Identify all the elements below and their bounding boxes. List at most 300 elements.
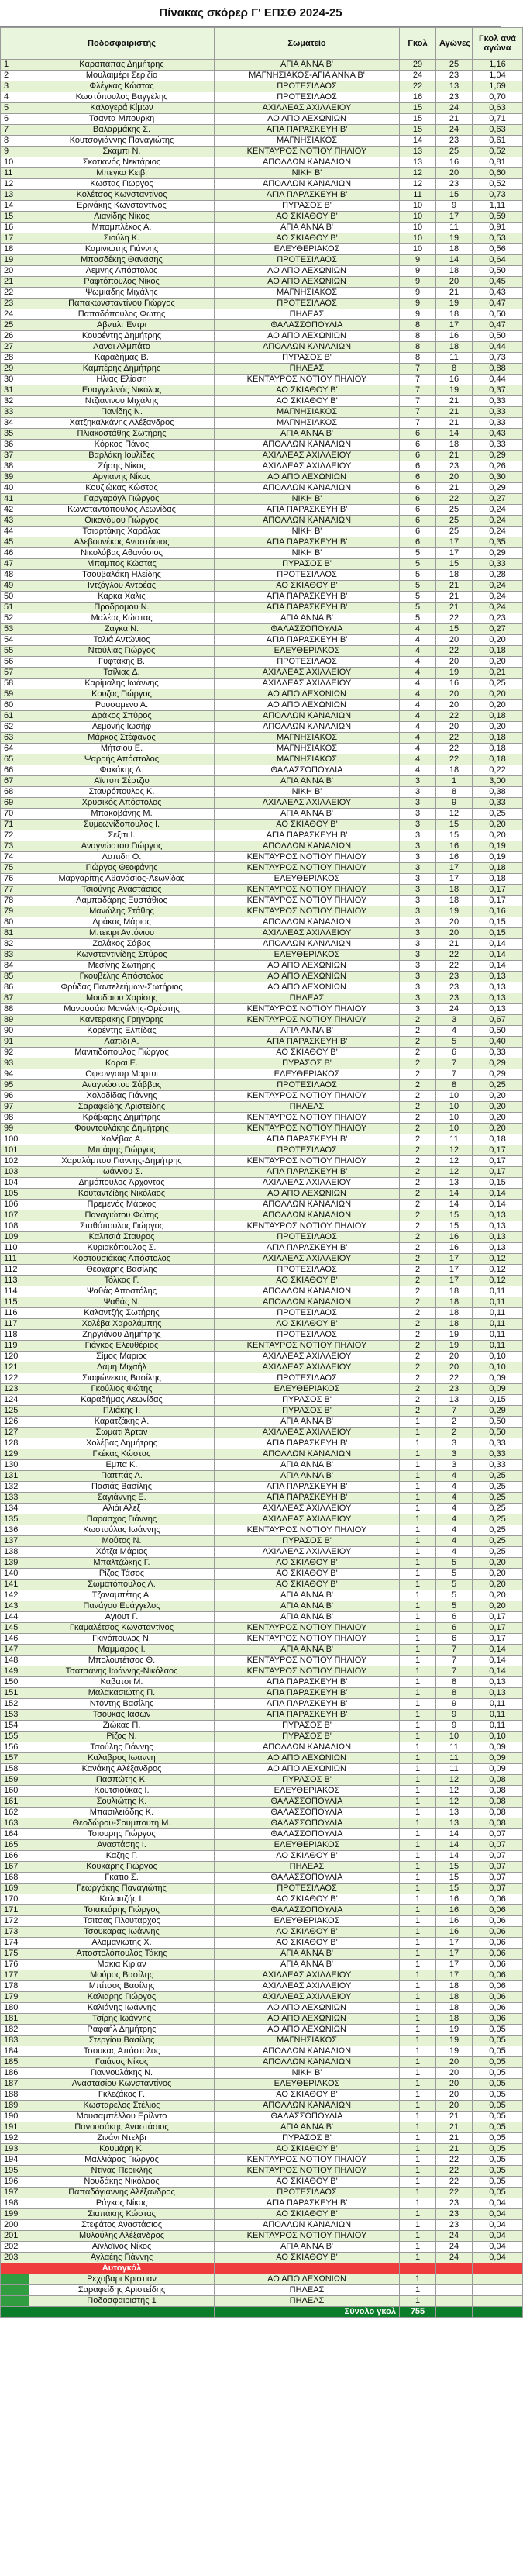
cell-rank: 136 <box>1 1525 29 1536</box>
cell-goals-per-game: 0,13 <box>473 982 523 993</box>
cell-goals-per-game: 0,67 <box>473 1015 523 1026</box>
cell-goals-per-game: 0,24 <box>473 505 523 516</box>
cell-goals: 1 <box>400 1677 436 1688</box>
cell-team: ΑΟ ΣΚΙΑΘΟΥ Β' <box>215 1569 400 1580</box>
cell-team: ΑΠΟΛΛΩΝ ΚΑΝΑΛΙΩΝ <box>215 2220 400 2231</box>
cell-games: 5 <box>436 1037 473 1048</box>
cell-team: ΑΠΟΛΛΩΝ ΚΑΝΑΛΙΩΝ <box>215 1200 400 1210</box>
own-goal-label: Αυτογκόλ <box>29 2263 215 2274</box>
cell-goals: 12 <box>400 168 436 179</box>
cell-goals-per-game: 0,24 <box>473 603 523 613</box>
cell-goals-per-game: 0,04 <box>473 2231 523 2242</box>
cell-goals: 8 <box>400 342 436 353</box>
cell-team: ΑΠΟΛΛΩΝ ΚΑΝΑΛΙΩΝ <box>215 179 400 190</box>
cell-rank: 172 <box>1 1916 29 1927</box>
cell-rank: 67 <box>1 776 29 787</box>
cell-goals-per-game: 0,17 <box>473 1145 523 1156</box>
table-row <box>1 581 523 592</box>
cell-rank: 101 <box>1 1145 29 1156</box>
cell-goals-per-game: 0,05 <box>473 2177 523 2188</box>
cell-rank: 97 <box>1 1102 29 1113</box>
cell-player: Χολέβας Α. <box>29 1134 215 1145</box>
cell-goals: 6 <box>400 483 436 494</box>
cell-team: ΚΕΝΤΑΥΡΟΣ ΝΟΤΙΟΥ ΠΗΛΙΟΥ <box>215 906 400 917</box>
cell-games: 21 <box>436 939 473 950</box>
table-row <box>1 1764 523 1775</box>
cell-rank: 35 <box>1 429 29 440</box>
cell-games: 4 <box>436 1547 473 1558</box>
cell-player: Ντίνας Περικλής <box>29 2166 215 2177</box>
cell-player: Κουρέντης Δημήτρης <box>29 331 215 342</box>
own-goal-cell-team: ΑΟ ΑΠΟ ΛΕΧΩΝΙΩΝ <box>215 2274 400 2285</box>
cell-rank: 185 <box>1 2057 29 2068</box>
cell-goals-per-game: 0,06 <box>473 1949 523 1960</box>
cell-games: 5 <box>436 1569 473 1580</box>
cell-team: ΑΓΙΑ ΠΑΡΑΣΚΕΥΗ Β' <box>215 1438 400 1449</box>
cell-rank: 160 <box>1 1786 29 1797</box>
cell-games: 21 <box>436 418 473 429</box>
cell-goals-per-game: 0,59 <box>473 212 523 223</box>
cell-games: 12 <box>436 809 473 820</box>
cell-player: Μούτος Ν. <box>29 1536 215 1547</box>
cell-goals-per-game: 0,12 <box>473 1276 523 1286</box>
cell-games: 7 <box>436 1058 473 1069</box>
table-row <box>1 679 523 689</box>
table-row <box>1 1048 523 1058</box>
cell-player: Μανουσάκι Μανώλης-Ορέστης <box>29 1004 215 1015</box>
cell-player: Ζήσης Νίκος <box>29 461 215 472</box>
table-row <box>1 1102 523 1113</box>
cell-rank: 38 <box>1 461 29 472</box>
cell-team: ΠΥΡΑΣΟΣ Β' <box>215 1406 400 1417</box>
cell-goals-per-game: 0,19 <box>473 852 523 863</box>
cell-games: 23 <box>436 179 473 190</box>
cell-goals-per-game: 0,17 <box>473 1156 523 1167</box>
cell-goals: 4 <box>400 668 436 679</box>
cell-team: ΑΓΙΑ ΠΑΡΑΣΚΕΥΗ Β' <box>215 505 400 516</box>
cell-player: Μανιτιδόπουλος Γιώργος <box>29 1048 215 1058</box>
cell-goals: 4 <box>400 679 436 689</box>
table-row <box>1 852 523 863</box>
cell-team: ΑΓΙΑ ΑΝΝΑ Β' <box>215 1612 400 1623</box>
cell-goals: 2 <box>400 1254 436 1265</box>
cell-games: 21 <box>436 407 473 418</box>
cell-goals: 6 <box>400 451 436 461</box>
cell-player: Παπακωνσταντίνου Γιώργος <box>29 299 215 309</box>
cell-games: 20 <box>436 1352 473 1362</box>
table-row <box>1 1580 523 1590</box>
cell-rank: 171 <box>1 1905 29 1916</box>
cell-goals-per-game: 0,08 <box>473 1786 523 1797</box>
cell-games: 25 <box>436 527 473 537</box>
cell-rank: 48 <box>1 570 29 581</box>
cell-goals: 1 <box>400 2166 436 2177</box>
table-row <box>1 982 523 993</box>
table-row <box>1 92 523 103</box>
cell-goals-per-game: 0,25 <box>473 1471 523 1482</box>
cell-rank: 188 <box>1 2090 29 2101</box>
cell-games: 13 <box>436 1818 473 1829</box>
cell-player: Μουδαιου Χαρίσης <box>29 993 215 1004</box>
cell-goals: 2 <box>400 1167 436 1178</box>
cell-team: ΘΑΛΑΣΣΟΠΟΥΛΙΑ <box>215 1873 400 1884</box>
cell-team: ΚΕΝΤΑΥΡΟΣ ΝΟΤΙΟΥ ΠΗΛΙΟΥ <box>215 863 400 874</box>
cell-games: 7 <box>436 1069 473 1080</box>
table-row <box>1 2014 523 2025</box>
cell-team: ΑΟ ΑΠΟ ΛΕΧΩΝΙΩΝ <box>215 277 400 288</box>
cell-team: ΚΕΝΤΑΥΡΟΣ ΝΟΤΙΟΥ ΠΗΛΙΟΥ <box>215 1004 400 1015</box>
cell-goals: 1 <box>400 2036 436 2046</box>
cell-goals-per-game: 0,25 <box>473 1482 523 1493</box>
cell-goals-per-game: 0,10 <box>473 1732 523 1742</box>
table-row <box>1 1417 523 1428</box>
table-row <box>1 1373 523 1384</box>
cell-games: 11 <box>436 1742 473 1753</box>
table-row <box>1 1254 523 1265</box>
cell-goals: 5 <box>400 592 436 603</box>
cell-team: ΑΓΙΑ ΑΝΝΑ Β' <box>215 809 400 820</box>
cell-goals: 3 <box>400 798 436 809</box>
cell-goals: 1 <box>400 1970 436 1981</box>
cell-goals-per-game: 0,61 <box>473 136 523 147</box>
cell-goals: 2 <box>400 1373 436 1384</box>
cell-player: Εμπα Κ. <box>29 1460 215 1471</box>
table-row <box>1 1243 523 1254</box>
cell-games: 20 <box>436 2101 473 2112</box>
cell-rank: 106 <box>1 1200 29 1210</box>
cell-goals: 2 <box>400 1080 436 1091</box>
cell-games: 15 <box>436 830 473 841</box>
cell-games: 22 <box>436 754 473 765</box>
cell-rank: 39 <box>1 472 29 483</box>
cell-goals: 2 <box>400 1352 436 1362</box>
cell-team: ΘΑΛΑΣΣΟΠΟΥΛΙΑ <box>215 624 400 635</box>
cell-goals-per-game: 0,43 <box>473 429 523 440</box>
table-row <box>1 993 523 1004</box>
cell-rank: 25 <box>1 320 29 331</box>
cell-goals-per-game: 0,40 <box>473 1037 523 1048</box>
cell-team: ΠΥΡΑΣΟΣ Β' <box>215 201 400 212</box>
cell-rank: 143 <box>1 1601 29 1612</box>
cell-rank: 37 <box>1 451 29 461</box>
cell-goals: 10 <box>400 223 436 233</box>
cell-team: ΚΕΝΤΑΥΡΟΣ ΝΟΤΙΟΥ ΠΗΛΙΟΥ <box>215 1525 400 1536</box>
cell-games: 6 <box>436 1634 473 1645</box>
cell-goals: 2 <box>400 1189 436 1200</box>
cell-rank: 133 <box>1 1493 29 1504</box>
table-row <box>1 2079 523 2090</box>
cell-team: ΜΑΓΝΗΣΙΑΚΟΣ <box>215 418 400 429</box>
cell-goals-per-game: 0,12 <box>473 1265 523 1276</box>
cell-player: Τσίρης Ιωάννης <box>29 2014 215 2025</box>
cell-games: 17 <box>436 863 473 874</box>
table-row <box>1 179 523 190</box>
cell-player: Αγλαέης Γιάννης <box>29 2253 215 2263</box>
cell-goals-per-game: 0,33 <box>473 1449 523 1460</box>
cell-team: ΑΓΙΑ ΑΝΝΑ Β' <box>215 1960 400 1970</box>
cell-goals: 7 <box>400 407 436 418</box>
cell-goals: 1 <box>400 1504 436 1514</box>
cell-team: ΠΡΟΤΕΣΙΛΑΟΣ <box>215 1265 400 1276</box>
cell-player: Μάρκος Στέφανος <box>29 733 215 744</box>
cell-rank: 202 <box>1 2242 29 2253</box>
cell-player: Πανίδης Ν. <box>29 407 215 418</box>
cell-team: ΑΓΙΑ ΠΑΡΑΣΚΕΥΗ Β' <box>215 1688 400 1699</box>
table-row <box>1 505 523 516</box>
table-row <box>1 1905 523 1916</box>
cell-rank: 93 <box>1 1058 29 1069</box>
cell-goals: 1 <box>400 2144 436 2155</box>
cell-goals: 1 <box>400 1927 436 1938</box>
table-row <box>1 1428 523 1438</box>
cell-team: ΠΥΡΑΣΟΣ Β' <box>215 2133 400 2144</box>
cell-team: ΑΧΙΛΛΕΑΣ ΑΧΙΛΛΕΙΟΥ <box>215 1547 400 1558</box>
table-row <box>1 1851 523 1862</box>
cell-rank: 65 <box>1 754 29 765</box>
cell-goals: 1 <box>400 2003 436 2014</box>
table-row <box>1 668 523 679</box>
cell-goals-per-game: 0,09 <box>473 1384 523 1395</box>
cell-rank: 141 <box>1 1580 29 1590</box>
cell-rank: 112 <box>1 1265 29 1276</box>
cell-goals-per-game: 0,06 <box>473 2014 523 2025</box>
cell-player: Κοστουσιάκας Απόστολος <box>29 1254 215 1265</box>
cell-goals: 2 <box>400 1232 436 1243</box>
cell-goals-per-game: 0,05 <box>473 2068 523 2079</box>
cell-team: ΜΑΓΝΗΣΙΑΚΟΣ <box>215 754 400 765</box>
cell-player: Κουζιώκας Κώστας <box>29 483 215 494</box>
cell-games: 8 <box>436 1080 473 1091</box>
cell-goals: 1 <box>400 1742 436 1753</box>
table-row <box>1 885 523 896</box>
cell-rank: 164 <box>1 1829 29 1840</box>
cell-goals: 15 <box>400 125 436 136</box>
cell-goals: 13 <box>400 157 436 168</box>
table-row <box>1 1992 523 2003</box>
cell-player: Κουτσιούκας Ι. <box>29 1786 215 1797</box>
own-goal-cell-team: ΠΗΛΕΑΣ <box>215 2296 400 2307</box>
own-goal-cell-goals-per-game <box>473 2285 523 2296</box>
cell-rank: 62 <box>1 722 29 733</box>
cell-goals-per-game: 0,14 <box>473 1656 523 1666</box>
cell-goals: 4 <box>400 754 436 765</box>
cell-player: Οικονόμου Γιώργος <box>29 516 215 527</box>
cell-goals: 2 <box>400 1178 436 1189</box>
cell-goals: 2 <box>400 1395 436 1406</box>
cell-rank: 49 <box>1 581 29 592</box>
own-goal-cell-player: Ρεχοβαρι Κριστιαν <box>29 2274 215 2285</box>
cell-team: ΑΟ ΣΚΙΑΘΟΥ Β' <box>215 820 400 830</box>
cell-games: 1 <box>436 776 473 787</box>
cell-goals-per-game: 0,09 <box>473 1764 523 1775</box>
cell-rank: 34 <box>1 418 29 429</box>
cell-goals-per-game: 3,00 <box>473 776 523 787</box>
cell-team: ΑΓΙΑ ΑΝΝΑ Β' <box>215 613 400 624</box>
cell-team: ΚΕΝΤΑΥΡΟΣ ΝΟΤΙΟΥ ΠΗΛΙΟΥ <box>215 375 400 385</box>
cell-goals: 2 <box>400 1362 436 1373</box>
table-row <box>1 494 523 505</box>
cell-rank: 108 <box>1 1221 29 1232</box>
cell-rank: 12 <box>1 179 29 190</box>
cell-team: ΑΟ ΑΠΟ ΛΕΧΩΝΙΩΝ <box>215 114 400 125</box>
cell-player: Μαλακασιώτης Π. <box>29 1688 215 1699</box>
cell-games: 20 <box>436 917 473 928</box>
table-row <box>1 1742 523 1753</box>
cell-rank: 115 <box>1 1297 29 1308</box>
cell-goals-per-game: 0,24 <box>473 592 523 603</box>
cell-rank: 51 <box>1 603 29 613</box>
table-row <box>1 1710 523 1721</box>
cell-goals-per-game: 0,50 <box>473 309 523 320</box>
cell-player: Τσαντα Μπουρκη <box>29 114 215 125</box>
cell-goals: 3 <box>400 993 436 1004</box>
cell-games: 14 <box>436 1189 473 1200</box>
cell-rank: 16 <box>1 223 29 233</box>
cell-games: 4 <box>436 1026 473 1037</box>
cell-goals-per-game: 0,17 <box>473 1612 523 1623</box>
cell-goals-per-game: 0,20 <box>473 1569 523 1580</box>
cell-team: ΜΑΓΝΗΣΙΑΚΟΣ-ΑΓΙΑ ΑΝΝΑ Β' <box>215 71 400 81</box>
cell-goals-per-game: 0,05 <box>473 2025 523 2036</box>
cell-goals: 1 <box>400 2177 436 2188</box>
cell-games: 21 <box>436 603 473 613</box>
cell-team: ΑΧΙΛΛΕΑΣ ΑΧΙΛΛΕΙΟΥ <box>215 668 400 679</box>
table-row <box>1 2220 523 2231</box>
cell-games: 9 <box>436 798 473 809</box>
cell-team: ΑΧΙΛΛΕΑΣ ΑΧΙΛΛΕΙΟΥ <box>215 1514 400 1525</box>
cell-rank: 103 <box>1 1167 29 1178</box>
cell-goals-per-game: 0,20 <box>473 657 523 668</box>
cell-goals-per-game: 0,05 <box>473 2122 523 2133</box>
table-row <box>1 939 523 950</box>
table-row <box>1 863 523 874</box>
table-row <box>1 1677 523 1688</box>
cell-goals: 1 <box>400 1992 436 2003</box>
cell-player: Μαλλιάρος Γιώργος <box>29 2155 215 2166</box>
cell-goals: 2 <box>400 1156 436 1167</box>
cell-goals-per-game: 0,18 <box>473 733 523 744</box>
table-row <box>1 483 523 494</box>
table-row <box>1 1927 523 1938</box>
cell-goals-per-game: 0,20 <box>473 1124 523 1134</box>
cell-goals: 2 <box>400 1330 436 1341</box>
cell-goals: 3 <box>400 885 436 896</box>
cell-rank: 144 <box>1 1612 29 1623</box>
cell-goals: 1 <box>400 2209 436 2220</box>
cell-goals: 4 <box>400 657 436 668</box>
cell-goals: 2 <box>400 1102 436 1113</box>
cell-games: 20 <box>436 472 473 483</box>
cell-games: 24 <box>436 2242 473 2253</box>
cell-games: 18 <box>436 1981 473 1992</box>
cell-games: 18 <box>436 1992 473 2003</box>
cell-team: ΑΧΙΛΛΕΑΣ ΑΧΙΛΛΕΙΟΥ <box>215 1352 400 1362</box>
cell-player: Τσιαρτάκης Χαράλας <box>29 527 215 537</box>
cell-goals: 3 <box>400 852 436 863</box>
cell-team: ΕΛΕΥΘΕΡΙΑΚΟΣ <box>215 1384 400 1395</box>
cell-goals: 1 <box>400 1666 436 1677</box>
cell-player: Χολέβα Χαραλάμπης <box>29 1319 215 1330</box>
cell-team: ΑΟ ΣΚΙΑΘΟΥ Β' <box>215 1580 400 1590</box>
cell-games: 20 <box>436 722 473 733</box>
table-row <box>1 157 523 168</box>
cell-player: Σαγιάννης Ε. <box>29 1493 215 1504</box>
cell-goals-per-game: 0,33 <box>473 559 523 570</box>
cell-player: Θεοχάρης Βασίλης <box>29 1265 215 1276</box>
cell-rank: 155 <box>1 1732 29 1742</box>
cell-player: Λαπιδι Α. <box>29 1037 215 1048</box>
cell-rank: 15 <box>1 212 29 223</box>
cell-player: Λαναι Αλμπάτο <box>29 342 215 353</box>
cell-team: ΑΧΙΛΛΕΑΣ ΑΧΙΛΛΕΙΟΥ <box>215 1178 400 1189</box>
table-row <box>1 2242 523 2253</box>
cell-goals-per-game: 0,29 <box>473 1406 523 1417</box>
cell-games: 19 <box>436 906 473 917</box>
cell-rank: 123 <box>1 1384 29 1395</box>
cell-goals-per-game: 0,47 <box>473 299 523 309</box>
cell-player: Μπεκιρι Αντόνιου <box>29 928 215 939</box>
cell-team: ΠΡΟΤΕΣΙΛΑΟΣ <box>215 1145 400 1156</box>
cell-goals: 1 <box>400 1601 436 1612</box>
table-row <box>1 1514 523 1525</box>
cell-team: ΑΓΙΑ ΑΝΝΑ Β' <box>215 1471 400 1482</box>
cell-player: Πλιάκης Ι. <box>29 1406 215 1417</box>
cell-goals-per-game: 0,50 <box>473 331 523 342</box>
table-row <box>1 950 523 961</box>
cell-player: Δημόπουλος Άρχοντας <box>29 1178 215 1189</box>
cell-goals-per-game: 0,71 <box>473 114 523 125</box>
cell-games: 17 <box>436 874 473 885</box>
cell-rank: 46 <box>1 548 29 559</box>
table-row <box>1 1786 523 1797</box>
cell-goals-per-game: 0,20 <box>473 1590 523 1601</box>
cell-rank: 92 <box>1 1048 29 1058</box>
cell-goals: 4 <box>400 744 436 754</box>
cell-games: 13 <box>436 1808 473 1818</box>
cell-games: 17 <box>436 1276 473 1286</box>
table-row <box>1 168 523 179</box>
own-goal-cell-player: Σαραφείδης Αριστείδης <box>29 2285 215 2296</box>
cell-goals-per-game: 0,09 <box>473 1753 523 1764</box>
table-row <box>1 364 523 375</box>
cell-rank: 21 <box>1 277 29 288</box>
cell-games: 5 <box>436 1580 473 1590</box>
cell-rank: 134 <box>1 1504 29 1514</box>
cell-player: Σεξιτι Ι. <box>29 830 215 841</box>
cell-player: Ζαγκα Ν. <box>29 624 215 635</box>
table-row <box>1 2036 523 2046</box>
cell-goals: 2 <box>400 1319 436 1330</box>
cell-goals-per-game: 0,11 <box>473 1710 523 1721</box>
cell-goals-per-game: 0,11 <box>473 1341 523 1352</box>
cell-goals: 1 <box>400 2014 436 2025</box>
cell-rank: 64 <box>1 744 29 754</box>
cell-rank: 129 <box>1 1449 29 1460</box>
cell-goals-per-game: 0,18 <box>473 646 523 657</box>
cell-games: 21 <box>436 592 473 603</box>
cell-player: Τσουκας Απόστολος <box>29 2046 215 2057</box>
table-row <box>1 516 523 527</box>
cell-player: Παπαδόπουλος Φώτης <box>29 309 215 320</box>
table-row <box>1 1113 523 1124</box>
cell-player: Τολιά Αντώνιος <box>29 635 215 646</box>
cell-player: Καβατσι Μ. <box>29 1677 215 1688</box>
cell-goals: 3 <box>400 950 436 961</box>
cell-team: ΑΠΟΛΛΩΝ ΚΑΝΑΛΙΩΝ <box>215 841 400 852</box>
table-row <box>1 1862 523 1873</box>
cell-goals: 6 <box>400 505 436 516</box>
cell-goals-per-game: 0,52 <box>473 179 523 190</box>
